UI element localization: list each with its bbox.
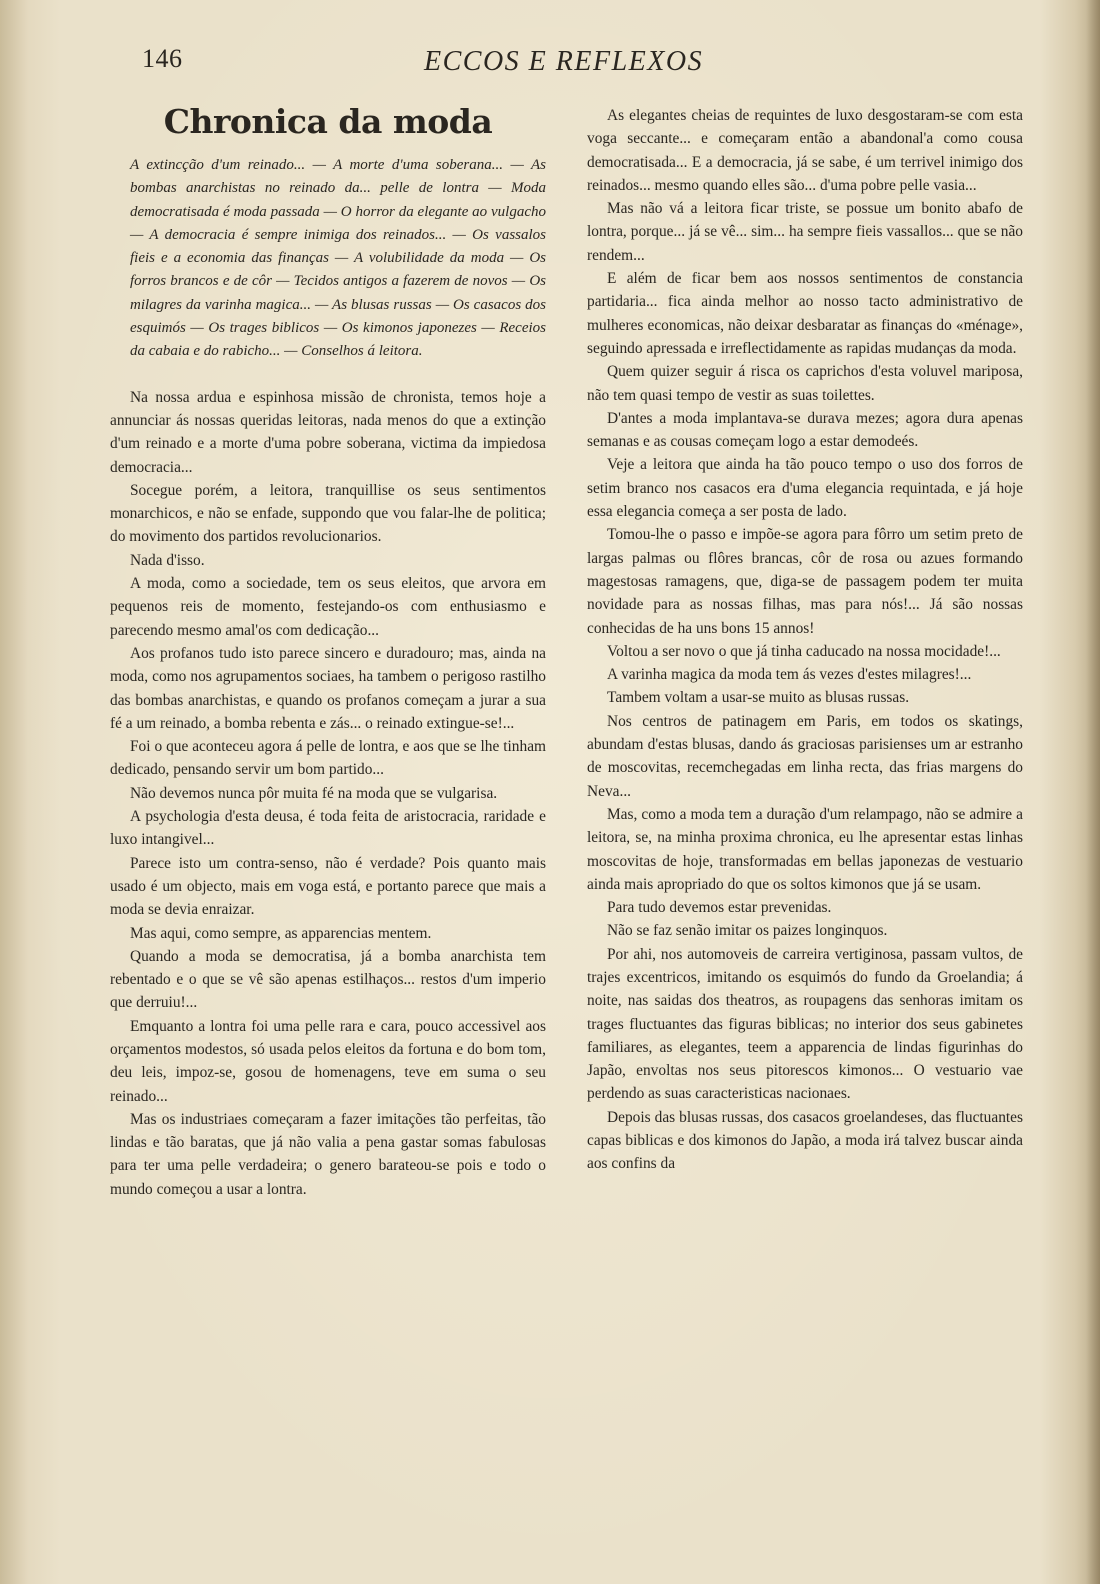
- paragraph: Mas não vá a leitora ficar triste, se possue um bonito abafo de lontra, porque... já se vê... sim... ha sempre fieis vassallos... que se não rendem...: [587, 200, 1023, 264]
- journal-running-head: ECCOS E REFLEXOS: [424, 46, 704, 77]
- paragraph: Parece isto um contra-senso, não é verdade? Pois quanto mais usado é um objecto, mais em voga está, e portanto parece que mais a moda se devia enraizar.: [110, 854, 546, 919]
- paragraph: E além de ficar bem aos nossos sentimentos de constancia partidaria... fica ainda melhor ao nosso tacto administrativo de mulheres economicas, não deixar desbaratar as finanças do «ménage», seguindo apressada e irreflectidamente as rapidas mudanças da moda.: [587, 270, 1023, 357]
- paragraph: A psychologia d'esta deusa, é toda feita de aristocracia, raridade e luxo intangivel...: [110, 808, 546, 849]
- left-column-body: [110, 386, 546, 1201]
- paragraph: Para tudo devemos estar prevenidas.: [607, 899, 832, 917]
- paragraph: Veje a leitora que ainda ha tão pouco tempo o uso dos forros de setim branco nos casacos era d'uma elegancia requintada, e já hoje essa elegancia começa a ser posta de lado.: [587, 456, 1023, 521]
- paragraph: Mas os industriaes começaram a fazer imitações tão perfeitas, tão lindas e tão baratas, que já não valia a pena gastar somas fabulosas para ter uma pelle verdadeira; o genero barateou-se pois e todo o mundo começou a usar a lontra.: [110, 1110, 546, 1198]
- right-column-body: [587, 104, 1023, 1176]
- paragraph: A moda, como a sociedade, tem os seus eleitos, que arvora em pequenos reis de momento, festejando-os com enthusiasmo e parecendo mesmo amal'os com dedicação...: [110, 575, 546, 639]
- paragraph: As elegantes cheias de requintes de luxo desgostaram-se com esta voga seccante... e começaram então a abandonal'a como cousa democratisada... E a democracia, já se sabe, é um terrivel inimigo dos reinados... mesmo quando elles são... d'uma pobre pelle vasia...: [587, 107, 1023, 194]
- article-summary: A extincção d'um reinado... — A morte d'uma soberana... — As bombas anarchistas no reinado da... pelle de lontra — Moda democratisada é moda passada — O horror da elegante ao vulgacho — A democracia é sempre inimiga dos reinados... — Os vassalos fieis e a economia das finanças — A volubilidade da moda — Os forros brancos e de côr — Tecidos antigos a fazerem de novos — Os milagres da varinha magica... — As blusas russas — Os casacos dos esquimós — Os trages biblicos — Os kimonos japonezes — Receios da cabaia e do rabicho... — Conselhos á leitora.: [130, 157, 546, 360]
- paragraph: Não se faz senão imitar os paizes longinquos.: [607, 922, 888, 940]
- paragraph: Não devemos nunca pôr muita fé na moda que se vulgarisa.: [130, 784, 498, 802]
- page-edge-shadow: [1086, 0, 1100, 1584]
- paragraph: A varinha magica da moda tem ás vezes d'estes milagres!...: [607, 666, 972, 684]
- article-title: Chronica da moda: [163, 102, 493, 141]
- paragraph: Mas aqui, como sempre, as apparencias mentem.: [130, 924, 432, 942]
- paragraph: Emquanto a lontra foi uma pelle rara e cara, pouco accessivel aos orçamentos modestos, só usada pelos eleitos da fortuna e do bom tom, deu leis, impoz-se, gosou de homenagens, teve em suma o seu reinado...: [110, 1017, 546, 1105]
- paragraph: Foi o que aconteceu agora á pelle de lontra, e aos que se lhe tinham dedicado, pensando servir um bom partido...: [110, 738, 546, 779]
- paragraph: Tambem voltam a usar-se muito as blusas russas.: [607, 689, 910, 707]
- paragraph: Nada d'isso.: [130, 551, 205, 569]
- paragraph: Por ahi, nos automoveis de carreira vertiginosa, passam vultos, de trajes excentricos, imitando os esquimós do fundo da Groelandia; á noite, nas saidas dos theatros, as roupagens das senhoras imitam os trages fluctuantes das figuras biblicas; no interior dos seus gabinetes familiares, as elegantes, teem a apparencia de lindas figurinhas do Japão, envoltas nos seus pitorescos kimonos... O vestuario vae perdendo as suas caracteristicas nacionaes.: [587, 945, 1023, 1103]
- paragraph: Quando a moda se democratisa, já a bomba anarchista tem rebentado e o que se vê são apenas estilhaços... restos d'um imperio que derruiu!...: [110, 947, 546, 1012]
- page-number: 146: [142, 44, 183, 73]
- paragraph: Quem quizer seguir á risca os caprichos d'esta voluvel mariposa, não tem quasi tempo de vestir as suas toilettes.: [587, 363, 1023, 404]
- paragraph: Voltou a ser novo o que já tinha caducado na nossa mocidade!...: [607, 642, 1001, 660]
- paragraph: Tomou-lhe o passo e impõe-se agora para fôrro um setim preto de largas palmas ou flôres brancas, côr de rosa ou azues formando magestosas ramagens, que, diga-se de passagem podem ter muita novidade para as nossas filhas, mas para nós!... Já são nossas conhecidas de ha uns bons 15 annos!: [587, 526, 1023, 637]
- paragraph: Socegue porém, a leitora, tranquillise os seus sentimentos monarchicos, e não se enfade, suppondo que vou falar-lhe de politica; do movimento dos partidos revolucionarios.: [110, 481, 546, 546]
- left-column: [110, 100, 546, 1201]
- paragraph: Nos centros de patinagem em Paris, em todos os skatings, abundam d'estas blusas, dando ás graciosas parisienses um ar estranho de moscovitas, recemchegadas em linha recta, das frias margens do Neva...: [587, 712, 1023, 800]
- paragraph: D'antes a moda implantava-se durava mezes; agora dura apenas semanas e as cousas começam logo a estar demodeés.: [587, 409, 1023, 451]
- paragraph: Depois das blusas russas, dos casacos groelandeses, das fluctuantes capas biblicas e dos kimonos do Japão, a moda irá talvez buscar ainda aos confins da: [587, 1108, 1023, 1173]
- right-column: [587, 104, 1023, 1176]
- paragraph: Mas, como a moda tem a duração d'um relampago, não se admire a leitora, se, na minha proxima chronica, eu lhe apresentar estas linhas moscovitas de hoje, transformadas em bellas japonezas de vestuario ainda mais apropriado do que os soltos kimonos que já se usam.: [587, 805, 1023, 893]
- paragraph: Na nossa ardua e espinhosa missão de chronista, temos hoje a annunciar ás nossas queridas leitoras, nada menos do que a extinção d'um reinado e a morte d'uma pobre soberana, victima da impiedosa democracia...: [110, 388, 546, 476]
- paragraph: Aos profanos tudo isto parece sincero e duradouro; mas, ainda na moda, como nos agrupamentos sociaes, ha tambem o perigoso rastilho das bombas anarchistas, e quando os profanos começam a jurar a sua fé a um reinado, a bomba rebenta e zás... o reinado extingue-se!...: [110, 644, 546, 732]
